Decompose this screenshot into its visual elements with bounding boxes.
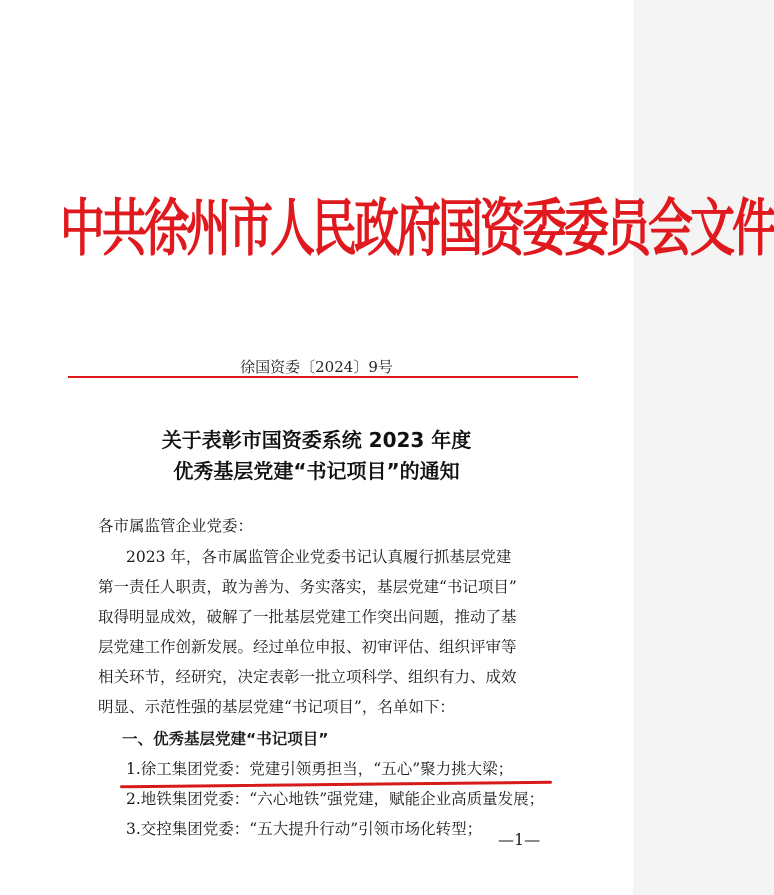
list-item: 1.徐工集团党委：党建引领勇担当，“五心”聚力挑大梁；: [126, 760, 514, 778]
body-line: 第一责任人职责，敢为善为、务实落实，基层党建“书记项目”: [98, 578, 517, 596]
document-number: 徐国资委〔2024〕9号: [240, 358, 393, 376]
issuer-header: 中共徐州市人民政府国资委委员会文件: [60, 191, 774, 265]
body-line: 层党建工作创新发展。经过单位申报、初审评估、组织评审等: [98, 638, 517, 656]
section-heading: 一、优秀基层党建“书记项目”: [122, 730, 329, 748]
salutation: 各市属监管企业党委：: [98, 517, 254, 535]
body-line: 相关环节，经研究，决定表彰一批立项科学、组织有力、成效: [98, 668, 517, 686]
document-title-line-1: 关于表彰市国资委系统 2023 年度: [161, 428, 472, 452]
list-item: 2.地铁集团党委：“六心地铁”强党建，赋能企业高质量发展；: [126, 790, 545, 808]
body-line: 2023 年，各市属监管企业党委书记认真履行抓基层党建: [126, 548, 512, 566]
document-title-line-2: 优秀基层党建“书记项目”的通知: [173, 459, 460, 483]
body-line: 取得明显成效，破解了一批基层党建工作突出问题，推动了基: [98, 608, 517, 626]
list-item: 3.交控集团党委：“五大提升行动”引领市场化转型；: [126, 820, 483, 838]
red-divider-line: [68, 376, 578, 378]
body-line: 明显、示范性强的基层党建“书记项目”，名单如下：: [98, 698, 455, 716]
page-number: —1—: [498, 830, 541, 849]
